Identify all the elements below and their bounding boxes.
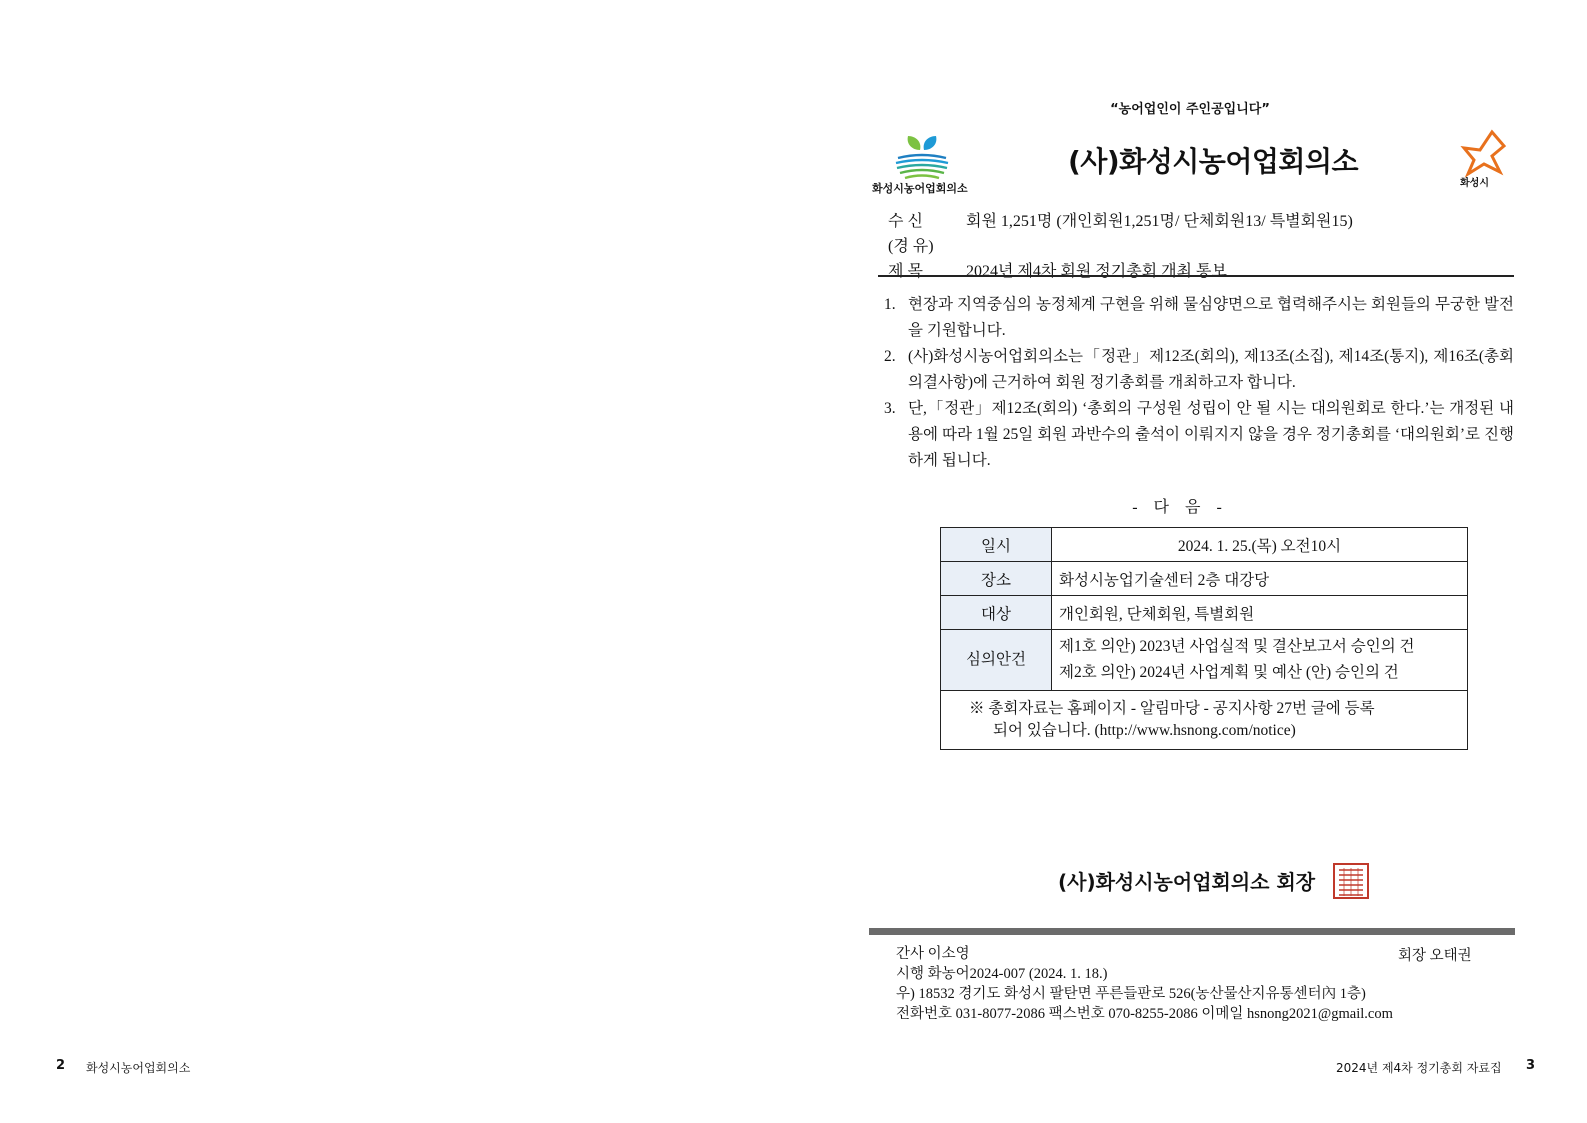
table-row	[941, 630, 1468, 691]
paragraph-1	[884, 292, 1514, 344]
subject-row	[888, 258, 1227, 281]
via-row	[888, 233, 966, 256]
note-line-2: 되어 있습니다. (http://www.hsnong.com/notice)	[993, 722, 1296, 739]
paragraph-text: 단,「정관」제12조(회의) ‘총회의 구성원 성립이 안 될 시는 대의원회로 한다.’는 개정된 내용에 따라 1월 25일 회원 과반수의 출석이 이뤄지지 않을 경우 정기총회를 ‘대의원회’로 진행하게 됩니다.	[908, 400, 1514, 469]
details-table	[940, 527, 1468, 750]
paragraph-text: (사)화성시농어업회의소는「정관」제12조(회의), 제13조(소집), 제14조(통지), 제16조(총회 의결사항)에 근거하여 회원 정기총회를 개최하고자 합니다.	[908, 348, 1514, 391]
note-cell	[941, 691, 1468, 750]
table-row	[941, 528, 1468, 562]
agenda-cell	[1052, 630, 1468, 691]
secretary: 간사 이소영	[896, 946, 970, 962]
paragraph-number: 1.	[884, 296, 896, 313]
footer-bar	[869, 928, 1515, 935]
paragraph-text: 현장과 지역중심의 농정체계 구현을 위해 물심양면으로 협력해주시는 회원들의 무궁한 발전을 기원합니다.	[908, 296, 1514, 339]
agenda-item-2: 제2호 의안) 2024년 사업계획 및 예산 (안) 승인의 건	[1059, 664, 1399, 681]
table-row	[941, 596, 1468, 630]
right-page-number: 3	[1526, 1058, 1536, 1073]
subject-value: 2024년 제4차 회원 정기총회 개최 통보	[966, 263, 1227, 280]
paragraph-number: 3.	[884, 400, 896, 417]
signature-title: (사)화성시농어업회의소 회장	[1058, 870, 1316, 894]
notice-heading: - 다 음 -	[1132, 499, 1228, 516]
recipient-label: 수 신	[888, 213, 923, 230]
agenda-item-1: 제1호 의안) 2023년 사업실적 및 결산보고서 승인의 건	[1059, 638, 1415, 655]
paragraph-number: 2.	[884, 348, 896, 365]
recipient-row	[888, 208, 1353, 231]
target-label: 대상	[941, 596, 1052, 630]
chairman: 회장 오태권	[1398, 948, 1472, 964]
agenda-label: 심의안건	[941, 630, 1052, 691]
official-seal-icon	[1332, 862, 1370, 900]
city-logo-caption: 화성시	[1460, 178, 1489, 189]
target-value: 개인회원, 단체회원, 특별회원	[1052, 596, 1468, 630]
table-row	[941, 691, 1468, 750]
date-label: 일시	[941, 528, 1052, 562]
right-page-label: 2024년 제4차 정기총회 자료집	[1336, 1061, 1502, 1075]
address: 우) 18532 경기도 화성시 팔탄면 푸른들판로 526(농산물산지유통센터內 1층)	[896, 986, 1366, 1002]
place-value: 화성시농업기술센터 2층 대강당	[1052, 562, 1468, 596]
paragraph-2	[884, 344, 1514, 396]
left-page-label: 화성시농어업회의소	[86, 1061, 191, 1075]
org-title: (사)화성시농어업회의소	[1068, 145, 1359, 178]
doc-number: 시행 화농어2024-007 (2024. 1. 18.)	[896, 966, 1108, 982]
contact-info: 전화번호 031-8077-2086 팩스번호 070-8255-2086 이메일 hsnong2021@gmail.com	[896, 1006, 1393, 1022]
org-logo-caption: 화성시농어업회의소	[872, 182, 968, 195]
table-row	[941, 562, 1468, 596]
recipient-value: 회원 1,251명 (개인회원1,251명/ 단체회원13/ 특별회원15)	[966, 213, 1353, 230]
note-line-1: ※ 총회자료는 홈페이지 - 알림마당 - 공지사항 27번 글에 등록	[969, 700, 1375, 717]
date-value: 2024. 1. 25.(목) 오전10시	[1052, 528, 1468, 562]
header-divider	[878, 275, 1514, 277]
slogan: “농어업인이 주인공입니다”	[1110, 102, 1270, 117]
paragraph-3	[884, 396, 1514, 474]
subject-label: 제 목	[888, 263, 923, 280]
via-label: (경 유)	[888, 238, 934, 255]
place-label: 장소	[941, 562, 1052, 596]
left-page-number: 2	[56, 1058, 66, 1073]
